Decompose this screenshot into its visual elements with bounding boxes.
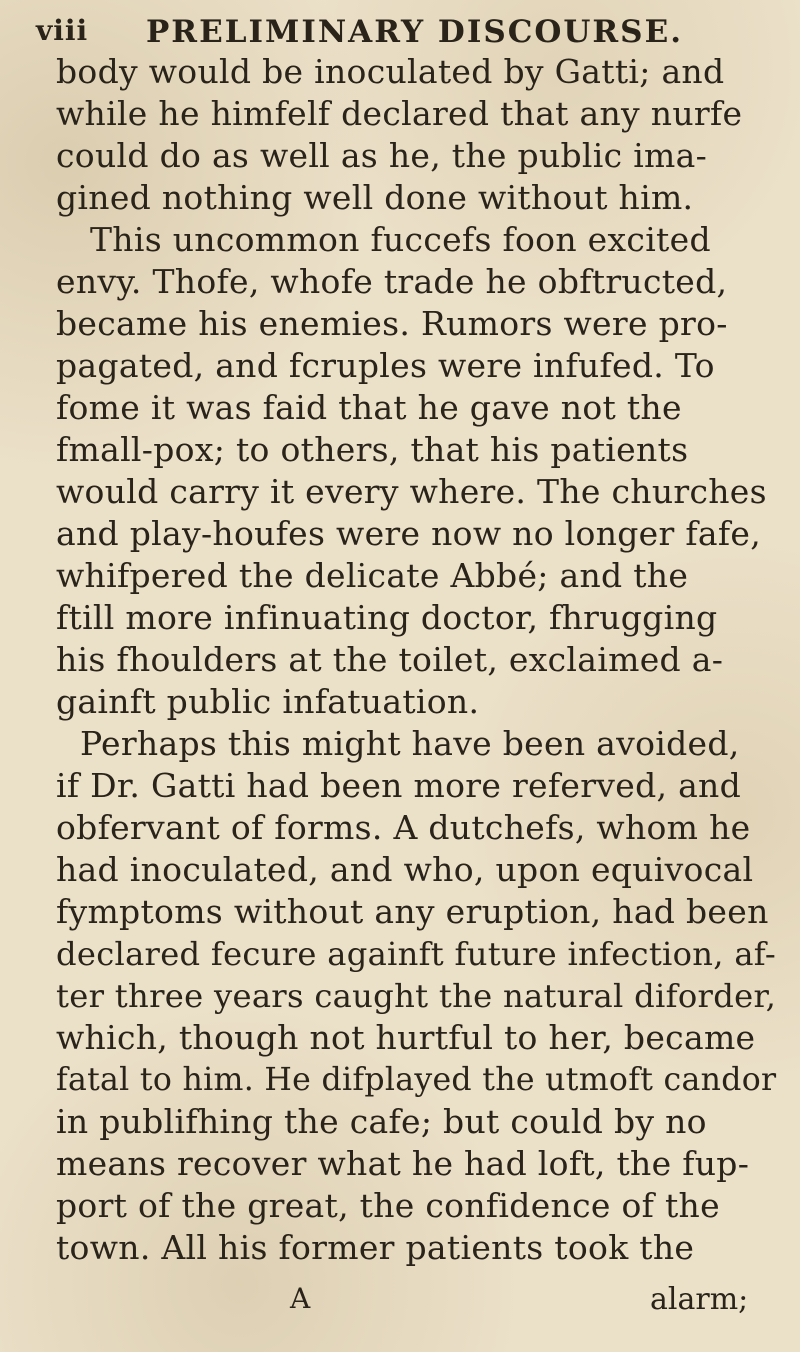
text-line: if Dr. Gatti had been more referved, and <box>56 766 742 805</box>
catchword: alarm; <box>650 1282 749 1317</box>
text-line: had inoculated, and who, upon equivocal <box>56 850 754 889</box>
page-header <box>36 14 776 54</box>
text-line: envy. Thofe, whofe trade he obftructed, <box>56 262 728 301</box>
text-line: became his enemies. Rumors were pro- <box>56 304 728 343</box>
text-line: in publifhing the cafe; but could by no <box>56 1102 707 1141</box>
text-line: obfervant of forms. A dutchefs, whom he <box>56 808 751 847</box>
text-line: fome it was faid that he gave not the <box>56 388 682 427</box>
text-line: pagated, and fcruples were infufed. To <box>56 346 715 385</box>
text-line: body would be inoculated by Gatti; and <box>56 52 725 91</box>
text-line: town. All his former patients took the <box>56 1228 695 1267</box>
text-line: This uncommon fuccefs foon excited <box>90 220 711 259</box>
text-line: declared fecure againft future infection, af- <box>56 935 776 973</box>
text-line: means recover what he had loft, the fup- <box>56 1144 750 1183</box>
text-line: would carry it every where. The churches <box>56 472 767 511</box>
text-line: ter three years caught the natural diforder, <box>56 977 777 1015</box>
text-line: port of the great, the confidence of the <box>56 1186 720 1225</box>
text-line: and play-houfes were now no longer fafe, <box>56 514 761 553</box>
text-line: gined nothing well done without him. <box>56 178 694 217</box>
text-line: fymptoms without any eruption, had been <box>56 892 769 931</box>
text-line: whifpered the delicate Abbé; and the <box>56 556 689 595</box>
text-line: could do as well as he, the public ima- <box>56 136 708 175</box>
running-head: PRELIMINARY DISCOURSE. <box>146 14 683 50</box>
text-line: his fhoulders at the toilet, exclaimed a- <box>56 640 724 679</box>
signature-mark: A <box>290 1282 311 1315</box>
text-line: gainft public infatuation. <box>56 682 480 721</box>
text-line: which, though not hurtful to her, became <box>56 1018 756 1057</box>
text-line: ftill more infinuating doctor, fhrugging <box>56 598 718 637</box>
text-line: while he himfelf declared that any nurfe <box>56 94 743 133</box>
page-number: viii <box>36 14 89 47</box>
text-line: fmall-pox; to others, that his patients <box>56 430 689 469</box>
text-line: fatal to him. He difplayed the utmoft candor <box>56 1062 777 1098</box>
text-line: Perhaps this might have been avoided, <box>80 724 740 763</box>
